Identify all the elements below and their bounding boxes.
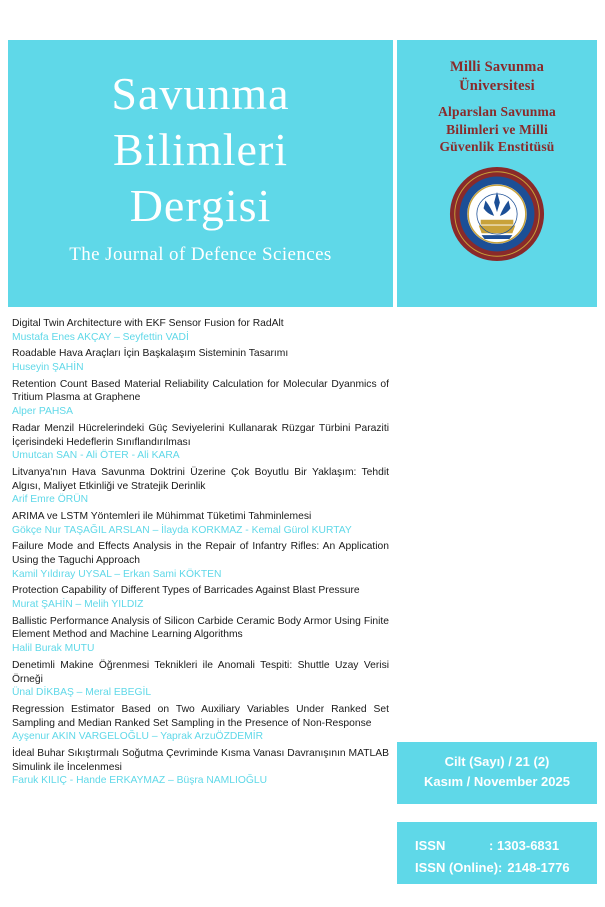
- article-authors: Kamil Yıldıray UYSAL – Erkan Sami KÖKTEN: [12, 568, 222, 580]
- issn-online-value: 2148-1776: [507, 860, 570, 876]
- issn-print-value: : 1303-6831: [489, 838, 560, 853]
- institution-block: [397, 40, 597, 307]
- list-item: [12, 378, 389, 419]
- list-item: [12, 615, 389, 656]
- article-title: Roadable Hava Araçları İçin Başkalaşım Sisteminin Tasarımı: [12, 348, 289, 360]
- article-title: Radar Menzil Hücrelerindeki Güç Seviyelerini Kullanarak Rüzgar Türbini Paraziti İçerisindeki Hedeflerin Sınıflandırılması: [12, 422, 389, 448]
- institution-line-4: Bilimleri ve Milli: [446, 121, 548, 137]
- table-of-contents: [8, 311, 393, 808]
- list-item: [12, 703, 389, 744]
- issn-block: [397, 822, 597, 884]
- list-item: [12, 659, 389, 700]
- article-title: ARIMA ve LSTM Yöntemleri ile Mühimmat Tüketimi Tahminlemesi: [12, 510, 312, 522]
- list-item: [12, 466, 389, 507]
- issn-print-row: [415, 835, 597, 857]
- list-item: [12, 747, 389, 788]
- article-authors: Ayşenur AKIN VARGELOĞLU – Yaprak ArzuÖZDEMİR: [12, 731, 264, 743]
- article-authors: Huseyin ŞAHİN: [12, 362, 84, 374]
- journal-title-line-1: Savunma: [111, 68, 290, 119]
- article-authors: Alper PAHSA: [12, 406, 74, 418]
- university-emblem-icon: [449, 166, 545, 262]
- list-item: [12, 584, 389, 611]
- article-title: Retention Count Based Material Reliability Calculation for Molecular Dyanmics of Tritium Plasma at Graphene: [12, 378, 389, 404]
- article-title: İdeal Buhar Sıkıştırmalı Soğutma Çevriminde Kısma Vanası Davranışının MATLAB Simulink ile İncelenmesi: [12, 747, 389, 773]
- article-authors: Arif Emre ÖRÜN: [12, 494, 89, 506]
- article-authors: Gökçe Nur TAŞAĞIL ARSLAN – İlayda KORKMAZ - Kemal Gürol KURTAY: [12, 524, 352, 536]
- article-authors: Umutcan SAN - Ali ÖTER - Ali KARA: [12, 450, 180, 462]
- institution-line-3: Alparslan Savunma: [438, 104, 556, 120]
- article-title: Litvanya'nın Hava Savunma Doktrini Üzerine Çok Boyutlu Bir Yaklaşım: Tehdit Algısı, Maliyet Etkinliği ve Stratejik Derinlik: [12, 466, 389, 492]
- issn-print-label: ISSN: [415, 838, 446, 853]
- article-title: Digital Twin Architecture with EKF Sensor Fusion for RadAlt: [12, 318, 284, 329]
- issn-online-label: ISSN (Online):: [415, 860, 503, 876]
- list-item: [12, 540, 389, 581]
- institution-line-1: Milli Savunma: [449, 59, 545, 75]
- issn-online-row: [415, 857, 597, 879]
- article-title: Ballistic Performance Analysis of Silicon Carbide Ceramic Body Armor Using Finite Element Method and Machine Learning Algorithms: [12, 615, 389, 641]
- list-item: [12, 422, 389, 463]
- article-title: Denetimli Makine Öğrenmesi Teknikleri ile Anomali Tespiti: Shuttle Uzay Verisi Örneği: [12, 659, 389, 685]
- list-item: [12, 347, 389, 374]
- institution-line-5: Güvenlik Enstitüsü: [439, 139, 555, 155]
- journal-subtitle: The Journal of Defence Sciences: [69, 244, 332, 266]
- list-item: [12, 317, 389, 344]
- issue-date: Kasım / November 2025: [424, 774, 570, 790]
- article-title: Failure Mode and Effects Analysis in the Repair of Infantry Rifles: An Application Using the Taguchi Approach: [12, 541, 389, 566]
- institution-line-2: Üniversitesi: [459, 77, 535, 94]
- article-authors: Ünal DİKBAŞ – Meral EBEGİL: [12, 687, 152, 699]
- journal-title-line-3: Dergisi: [129, 180, 272, 232]
- article-title: Protection Capability of Different Types of Barricades Against Blast Pressure: [12, 585, 360, 597]
- article-authors: Mustafa Enes AKÇAY – Seyfettin VADİ: [12, 331, 189, 343]
- volume-issue: Cilt (Sayı) / 21 (2): [444, 754, 550, 769]
- article-title: Regression Estimator Based on Two Auxiliary Variables Under Ranked Set Sampling and Median Ranked Set Sampling in the Presence of Non-Response: [12, 703, 389, 729]
- article-authors: Halil Burak MUTU: [12, 643, 95, 655]
- list-item: [12, 510, 389, 537]
- journal-title: [8, 66, 393, 234]
- article-authors: Murat ŞAHİN – Melih YILDIZ: [12, 599, 144, 611]
- volume-date-block: [397, 742, 597, 804]
- journal-title-block: [8, 40, 393, 307]
- journal-title-line-2: Bilimleri: [112, 124, 289, 176]
- university-emblem-wrap: [397, 166, 597, 262]
- article-authors: Faruk KILIÇ - Hande ERKAYMAZ – Büşra NAMLIOĞLU: [12, 775, 268, 787]
